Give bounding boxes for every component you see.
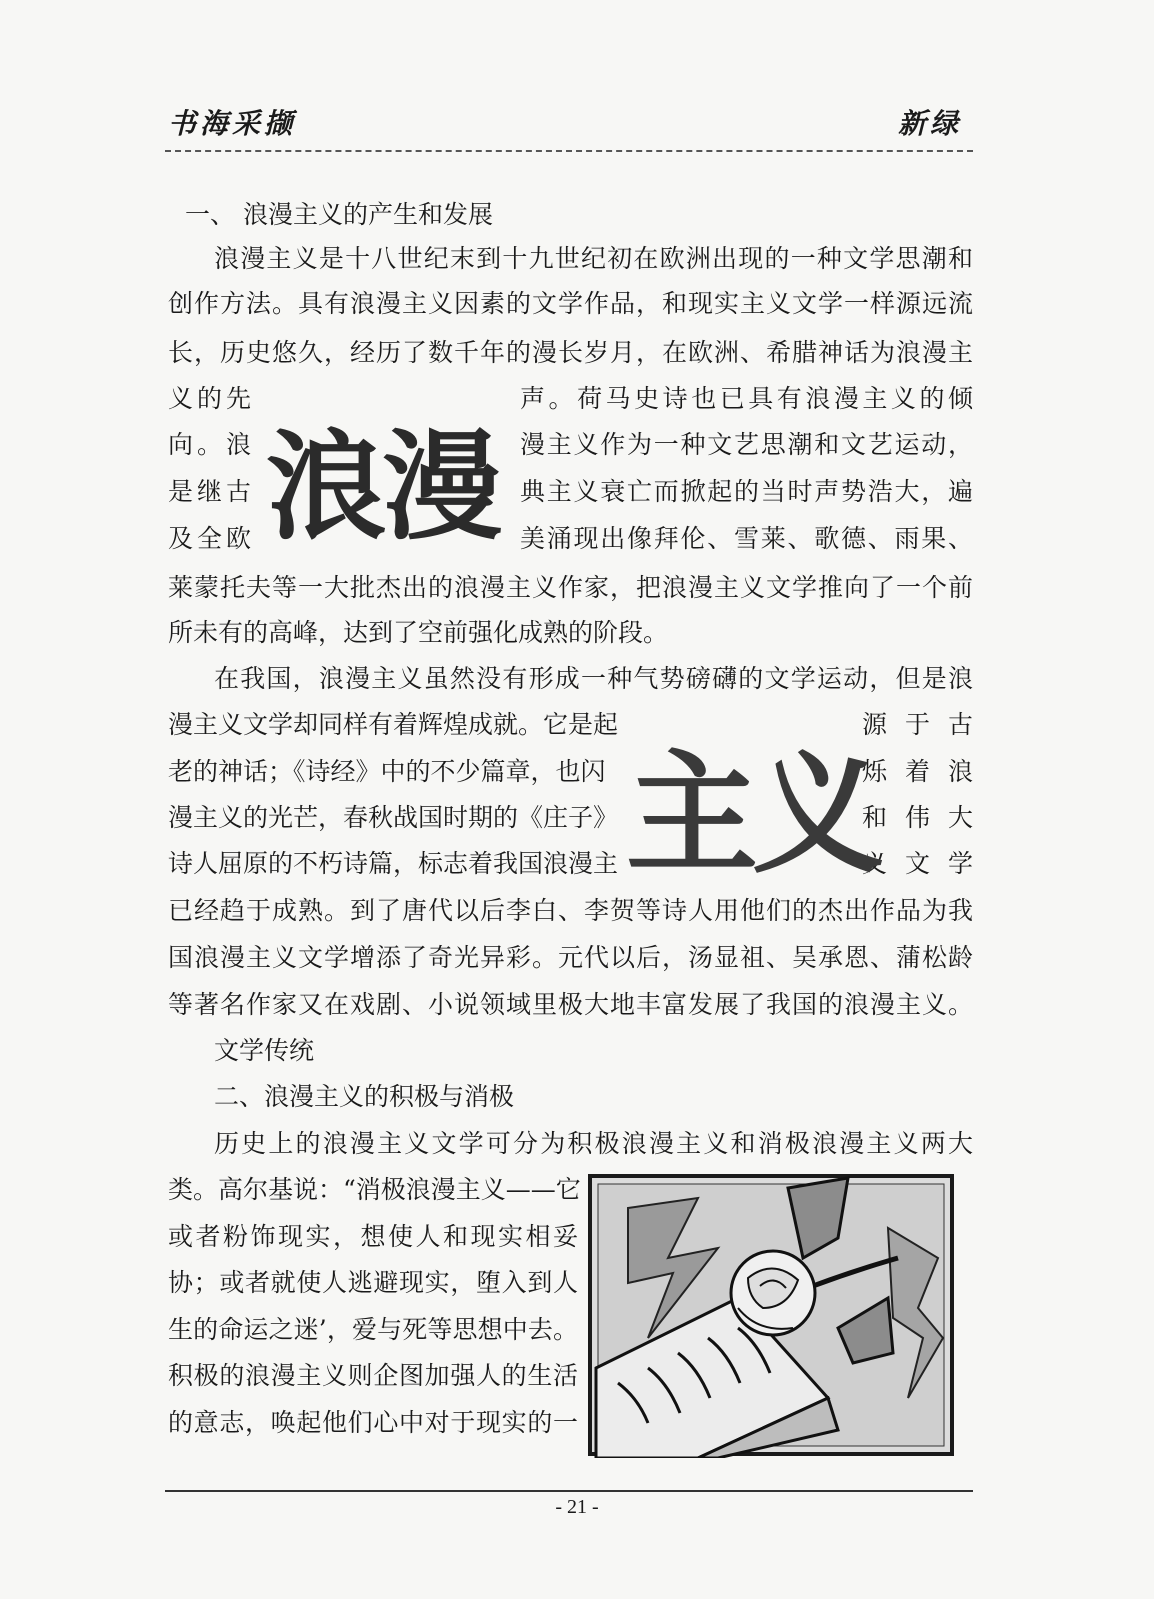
para3-line: 协；或者就使人逃避现实，堕入到人 xyxy=(168,1268,578,1297)
footer-divider xyxy=(165,1490,973,1492)
para2-line: 已经趋于成熟。到了唐代以后李白、李贺等诗人用他们的杰出作品为我 xyxy=(168,896,973,925)
header-divider xyxy=(165,150,973,152)
para1-line: 长，历史悠久，经历了数千年的漫长岁月，在欧洲、希腊神话为浪漫主 xyxy=(168,338,973,367)
para2-line: 在我国，浪漫主义虽然没有形成一种气势磅礴的文学运动，但是浪 xyxy=(214,664,973,693)
para3-line: 生的命运之迷’，爱与死等思想中去。 xyxy=(168,1315,578,1344)
para2-line-left: 漫主义的光芒，春秋战国时期的《庄子》 xyxy=(168,803,619,832)
para1-line-right: 典主义衰亡而掀起的当时声势浩大，遍 xyxy=(520,477,973,506)
para1-line-left: 及全欧 xyxy=(168,524,256,553)
section-heading-2: 二、浪漫主义的积极与消极 xyxy=(214,1082,515,1111)
para3-line: 或者粉饰现实，想使人和现实相妥 xyxy=(168,1222,578,1251)
page-number: - 21 - xyxy=(555,1496,599,1518)
para1-line-left: 是继古 xyxy=(168,477,256,506)
para2-line-left: 老的神话；《诗经》中的不少篇章，也闪 xyxy=(168,757,606,786)
para1-line: 创作方法。具有浪漫主义因素的文学作品，和现实主义文学一样源远流 xyxy=(168,289,973,318)
para3-line: 类。高尔基说：“消极浪漫主义——它 xyxy=(168,1175,581,1204)
para1-line-left: 义的先 xyxy=(168,384,256,413)
para2-line-right: 义文学 xyxy=(862,849,973,878)
para2-line-left: 诗人屈原的不朽诗篇，标志着我国浪漫主 xyxy=(168,849,619,878)
para1-line-right: 漫主义作为一种文艺思潮和文艺运动， xyxy=(520,430,973,459)
para2-line: 等著名作家又在戏剧、小说领域里极大地丰富发展了我国的浪漫主义。 xyxy=(168,990,973,1019)
para1-line-right: 美涌现出像拜伦、雪莱、歌德、雨果、 xyxy=(520,524,973,553)
para3-line: 的意志，唤起他们心中对于现实的一 xyxy=(168,1408,578,1437)
para2-line-right: 源于古 xyxy=(862,710,973,739)
para2-line: 国浪漫主义文学增添了奇光异彩。元代以后，汤显祖、吴承恩、蒲松龄 xyxy=(168,943,973,972)
para1-line: 莱蒙托夫等一大批杰出的浪漫主义作家，把浪漫主义文学推向了一个前 xyxy=(168,573,973,602)
section-heading-1: 一、 浪漫主义的产生和发展 xyxy=(185,200,493,229)
para1-line: 浪漫主义是十八世纪末到十九世纪初在欧洲出现的一种文学思潮和 xyxy=(214,244,973,273)
para3-line: 积极的浪漫主义则企图加强人的生活 xyxy=(168,1361,578,1390)
running-header-left: 书海采撷 xyxy=(168,107,297,140)
para3-line: 历史上的浪漫主义文学可分为积极浪漫主义和消极浪漫主义两大 xyxy=(214,1129,973,1158)
decorative-title-zhuyi: 主义 xyxy=(626,738,878,892)
para1-line-right: 声。荷马史诗也已具有浪漫主义的倾 xyxy=(520,384,973,413)
running-header-right: 新绿 xyxy=(898,107,963,140)
decorative-title-langman: 浪漫 xyxy=(265,418,499,556)
para1-line-left: 向。浪 xyxy=(168,430,256,459)
para2-line-right: 烁着浪 xyxy=(862,757,973,786)
book-rose-illustration xyxy=(588,1168,960,1458)
para2-line-right: 和伟大 xyxy=(862,803,973,832)
para2-line: 文学传统 xyxy=(214,1036,315,1065)
para2-line-left: 漫主义文学却同样有着辉煌成就。它是起 xyxy=(168,710,619,739)
para1-line: 所未有的高峰，达到了空前强化成熟的阶段。 xyxy=(168,618,669,647)
